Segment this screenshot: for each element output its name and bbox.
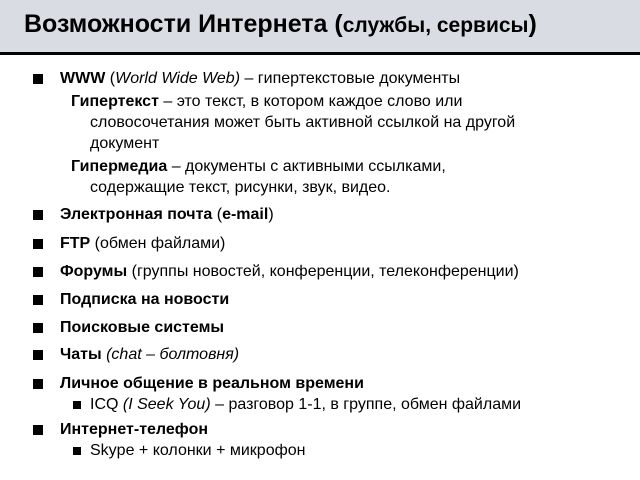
bullet-icon bbox=[33, 379, 43, 389]
hypermedia-line-1 bbox=[71, 157, 446, 177]
bullet-icon bbox=[33, 267, 43, 277]
term-email-latin: e-mail bbox=[222, 206, 269, 223]
list-item-text bbox=[60, 373, 364, 395]
sub-bullet-icon bbox=[73, 401, 81, 409]
chat-translation: (chat – болтовня) bbox=[106, 346, 240, 363]
bullet-icon bbox=[33, 74, 43, 84]
term-search: Поисковые системы bbox=[60, 319, 225, 336]
term-hypermedia: Гипермедиа bbox=[71, 158, 168, 175]
term-www: WWW bbox=[60, 70, 106, 87]
list-item-text bbox=[60, 204, 274, 226]
www-description: – гипертекстовые документы bbox=[240, 70, 461, 87]
icq-line bbox=[90, 395, 521, 415]
list-item-text bbox=[60, 317, 224, 339]
bullet-icon bbox=[33, 295, 43, 305]
title-close: ) bbox=[528, 10, 537, 38]
icq-expansion: (I Seek You) bbox=[122, 396, 211, 413]
www-expansion: World Wide Web) bbox=[115, 70, 241, 87]
hypertext-desc-1: – это текст, в котором каждое слово или bbox=[158, 93, 463, 110]
icq-name: ICQ bbox=[90, 396, 123, 413]
title-main: Возможности Интернета ( bbox=[24, 10, 343, 38]
hypertext-line-1 bbox=[71, 92, 462, 112]
sub-bullet-icon bbox=[73, 447, 81, 455]
bullet-icon bbox=[33, 350, 43, 360]
hypermedia-desc-1: – документы с активными ссылками, bbox=[167, 158, 446, 175]
hypertext-line-3: документ bbox=[90, 135, 160, 152]
term-ftp: FTP bbox=[60, 235, 91, 252]
slide-title bbox=[24, 10, 537, 39]
hypermedia-line-2: содержащие текст, рисунки, звук, видео. bbox=[90, 179, 391, 196]
list-item-text bbox=[60, 68, 460, 90]
term-hypertext: Гипертекст bbox=[71, 93, 159, 110]
paren-open: ( bbox=[212, 206, 223, 223]
skype-line: Skype + колонки + микрофон bbox=[90, 442, 306, 459]
term-email: Электронная почта bbox=[60, 206, 213, 223]
title-rule bbox=[0, 52, 640, 55]
forums-description: (группы новостей, конференции, телеконференции) bbox=[127, 263, 519, 280]
list-item-text bbox=[60, 233, 225, 255]
list-item-text bbox=[60, 344, 239, 366]
bullet-icon bbox=[33, 210, 43, 220]
term-realtime: Личное общение в реальном времени bbox=[60, 375, 364, 392]
hypertext-line-2: словосочетания может быть активной ссылкой на другой bbox=[90, 114, 516, 131]
term-chats: Чаты bbox=[60, 346, 102, 363]
paren-open: ( bbox=[105, 70, 116, 87]
list-item-text bbox=[60, 261, 519, 283]
bullet-icon bbox=[33, 239, 43, 249]
ftp-description: (обмен файлами) bbox=[90, 235, 226, 252]
list-item-text bbox=[60, 289, 229, 311]
term-forums: Форумы bbox=[60, 263, 128, 280]
bullet-icon bbox=[33, 323, 43, 333]
list-item-text bbox=[60, 419, 208, 441]
bullet-icon bbox=[33, 425, 43, 435]
title-paren: службы, сервисы bbox=[342, 14, 529, 37]
paren-close: ) bbox=[268, 206, 274, 223]
term-news: Подписка на новости bbox=[60, 291, 230, 308]
term-phone: Интернет-телефон bbox=[60, 421, 208, 438]
icq-description: – разговор 1-1, в группе, обмен файлами bbox=[210, 396, 522, 413]
